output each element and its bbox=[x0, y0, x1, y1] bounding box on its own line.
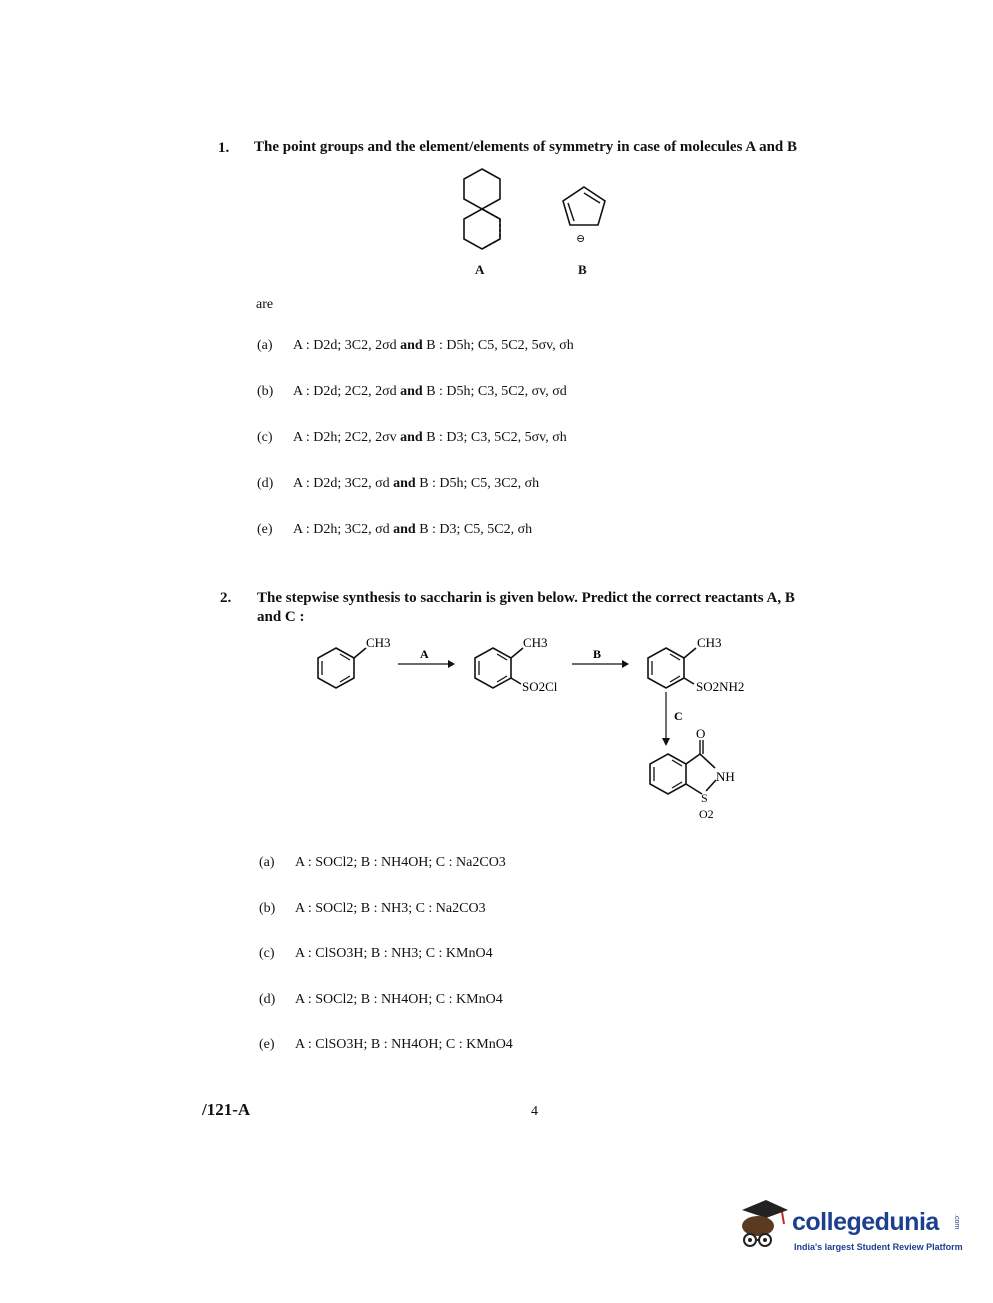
option-label: (c) bbox=[257, 430, 273, 445]
arrow-c-label: C bbox=[674, 709, 683, 723]
option-label: (e) bbox=[259, 1037, 275, 1052]
arrow-a-label: A bbox=[420, 647, 429, 661]
logo-tagline: India's largest Student Review Platform bbox=[794, 1242, 963, 1252]
question-2-number: 2. bbox=[220, 590, 232, 606]
q2-option-a[interactable]: (a) A : SOCl2; B : NH4OH; C : Na2CO3 bbox=[259, 855, 506, 870]
so2cl-label: SO2Cl bbox=[522, 679, 558, 694]
q1-option-b[interactable]: (b) A : D2d; 2C2, 2σd and B : D5h; C3, 5C2, σv, σd bbox=[257, 384, 567, 399]
question-1-text: The point groups and the element/elements of symmetry in case of molecules A and B bbox=[254, 139, 798, 155]
synthesis-scheme bbox=[310, 628, 770, 828]
so2nh2-label: SO2NH2 bbox=[696, 679, 745, 694]
paper-code: /121-A bbox=[202, 1100, 251, 1119]
arrow-b-label: B bbox=[593, 647, 602, 661]
molecule-a-structure bbox=[452, 166, 512, 252]
option-label: (e) bbox=[257, 522, 273, 537]
sulfonamide-structure bbox=[648, 635, 744, 694]
option-label: (a) bbox=[259, 855, 275, 870]
ch3-label-3: CH3 bbox=[697, 635, 722, 650]
q1-option-a[interactable]: (a) A : D2d; 3C2, 2σd and B : D5h; C5, 5C2, 5σv, σh bbox=[257, 338, 574, 353]
logo-name: collegedunia bbox=[792, 1208, 939, 1236]
q1-option-c[interactable]: (c) A : D2h; 2C2, 2σv and B : D3; C3, 5C2, 5σv, σh bbox=[257, 430, 567, 445]
q2-option-e[interactable]: (e) A : ClSO3H; B : NH4OH; C : KMnO4 bbox=[259, 1037, 513, 1052]
charge-symbol: ⊖ bbox=[576, 233, 586, 245]
option-label: (b) bbox=[259, 901, 276, 916]
q1-option-e[interactable]: (e) A : D2h; 3C2, σd and B : D3; C5, 5C2, σh bbox=[257, 522, 533, 537]
molecule-b-label: B bbox=[578, 262, 587, 277]
toluene-structure bbox=[318, 635, 391, 688]
page-number: 4 bbox=[531, 1104, 538, 1119]
carbonyl-o-label: O bbox=[696, 726, 706, 741]
q2-option-b[interactable]: (b) A : SOCl2; B : NH3; C : Na2CO3 bbox=[259, 901, 486, 916]
q1-option-d[interactable]: (d) A : D2d; 3C2, σd and B : D5h; C5, 3C2, σh bbox=[257, 476, 540, 491]
option-label: (b) bbox=[257, 384, 274, 399]
collegedunia-mascot-logo bbox=[736, 1196, 792, 1256]
option-label: (a) bbox=[257, 338, 273, 353]
question-2-text-line2: and C : bbox=[257, 609, 305, 625]
option-label: (d) bbox=[259, 992, 276, 1007]
question-1-number: 1. bbox=[218, 140, 230, 156]
s-label: S bbox=[701, 791, 708, 805]
option-label: (d) bbox=[257, 476, 274, 491]
option-label: (c) bbox=[259, 946, 275, 961]
nh-label: NH bbox=[716, 769, 735, 784]
ch3-label-1: CH3 bbox=[366, 635, 391, 650]
q2-option-c[interactable]: (c) A : ClSO3H; B : NH3; C : KMnO4 bbox=[259, 946, 493, 961]
saccharin-structure bbox=[650, 726, 735, 821]
o2-label: O2 bbox=[699, 807, 714, 821]
q2-option-d[interactable]: (d) A : SOCl2; B : NH4OH; C : KMnO4 bbox=[259, 992, 503, 1007]
sulfonyl-chloride-structure bbox=[475, 635, 558, 694]
ch3-label-2: CH3 bbox=[523, 635, 548, 650]
molecule-a-label: A bbox=[475, 262, 485, 277]
are-text: are bbox=[256, 297, 274, 312]
logo-suffix: .com bbox=[953, 1214, 960, 1230]
question-2-text-line1: The stepwise synthesis to saccharin is given below. Predict the correct reactants A, B bbox=[257, 590, 795, 606]
